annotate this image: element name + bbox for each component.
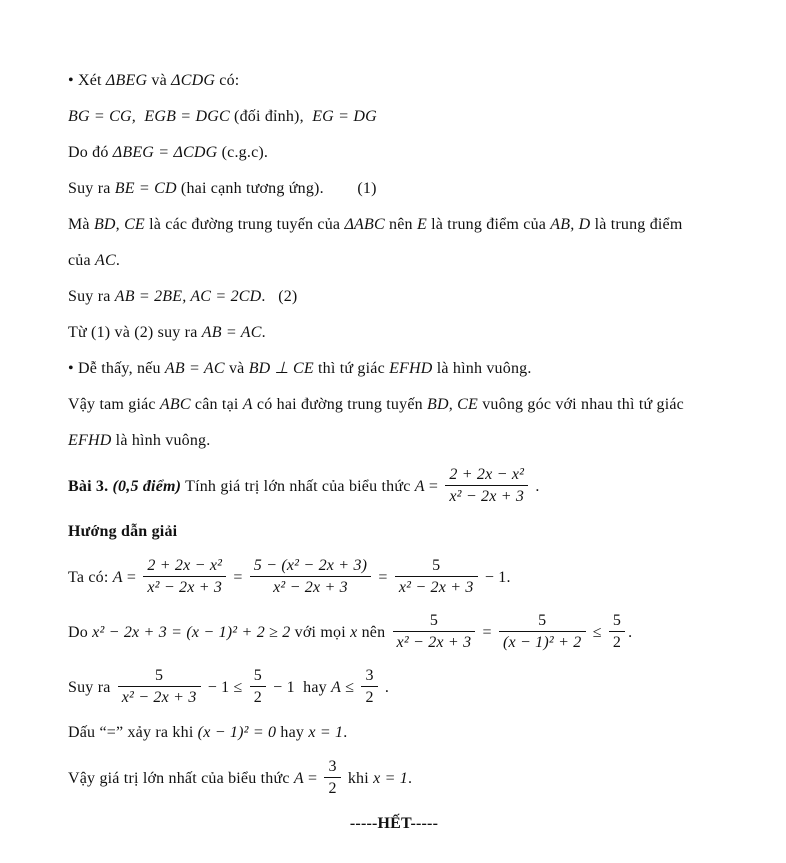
text-run: (đối đỉnh), — [229, 108, 313, 125]
fraction-numerator: 2 + 2x − x² — [143, 555, 226, 577]
text-run: Vậy tam giác — [68, 396, 160, 413]
text-run: của — [68, 252, 96, 269]
text-run: Hướng dẫn giải — [68, 523, 178, 540]
fraction-numerator: 5 — [250, 665, 266, 687]
text-run: EFHD — [389, 360, 433, 377]
fraction-numerator: 3 — [324, 756, 340, 778]
line-suyra-ab-2be — [68, 286, 720, 308]
text-run: (x − 1)² = 0 — [197, 724, 277, 741]
text-run: BD, CE — [427, 396, 479, 413]
text-run: khi — [343, 770, 374, 788]
fraction-denominator: 2 — [612, 634, 622, 651]
text-run: = — [122, 569, 141, 587]
fraction-denominator: 2 — [328, 780, 337, 797]
text-run: . — [531, 478, 540, 496]
text-run: là các đường trung tuyến của — [144, 216, 345, 233]
text-run: ΔBEG — [105, 72, 148, 89]
text-run: • Dễ thấy, nếu — [68, 360, 165, 377]
text-run: có: — [215, 72, 240, 89]
fraction-numerator: 5 — [118, 665, 201, 687]
text-run: Suy ra — [68, 679, 115, 697]
text-run: x = 1 — [373, 770, 409, 788]
text-run: . — [408, 770, 413, 788]
text-run: thì tứ giác — [313, 360, 390, 377]
text-run: có hai đường trung tuyến — [252, 396, 428, 413]
text-run: Suy ra — [68, 288, 115, 305]
fraction-numerator: 5 — [499, 610, 586, 632]
text-run: EFHD — [68, 432, 112, 449]
text-run: là hình vuông. — [111, 432, 211, 449]
text-run: (hai cạnh tương ứng). (1) — [176, 180, 377, 197]
text-run: . (2) — [261, 288, 298, 305]
fraction — [250, 665, 266, 708]
text-run: Do — [68, 624, 93, 642]
text-run: AB = AC — [201, 324, 262, 341]
text-run: . — [628, 624, 633, 642]
text-run: -----HẾT----- — [349, 815, 439, 832]
text-run: x = 1 — [308, 724, 344, 741]
fraction — [324, 756, 340, 799]
text-run: = — [303, 770, 322, 788]
fraction-denominator: (x − 1)² + 2 — [502, 634, 582, 651]
line-ta-co — [68, 557, 720, 600]
line-cua-ac — [68, 250, 720, 272]
text-run: Tính giá trị lớn nhất của biểu thức — [181, 478, 415, 496]
text-run: EG = DG — [312, 108, 377, 125]
fraction-denominator: 2 — [365, 689, 374, 706]
text-run: Dấu “=” xảy ra khi — [68, 724, 198, 741]
line-vay-tam-giac — [68, 394, 720, 416]
fraction-numerator: 5 — [393, 610, 476, 632]
line-ket-luan — [68, 758, 720, 801]
text-run: Vậy giá trị lớn nhất của biểu thức — [68, 770, 294, 788]
text-run: AB = 2BE, AC = 2CD — [114, 288, 262, 305]
text-run: BG = CG, EGB = DGC — [68, 108, 230, 125]
line-suyra-be-cd — [68, 178, 720, 200]
text-run: A — [293, 770, 304, 788]
line-xet-triangles — [68, 70, 720, 92]
fraction — [361, 665, 377, 708]
fraction-denominator: x² − 2x + 3 — [449, 488, 525, 505]
text-run: A — [112, 569, 123, 587]
line-congruence — [68, 142, 720, 164]
fraction — [445, 464, 528, 507]
fraction-numerator: 5 − (x² − 2x + 3) — [250, 555, 371, 577]
line-ma-bd-ce — [68, 214, 720, 236]
text-run: = — [374, 569, 392, 587]
text-run: BD, CE — [93, 216, 145, 233]
fraction — [609, 610, 625, 653]
text-run: . — [343, 724, 348, 741]
fraction-numerator: 5 — [395, 555, 478, 577]
heading-huong-dan-giai — [68, 521, 720, 543]
text-run: (0,5 điểm) — [112, 478, 182, 496]
text-run: là trung điểm của — [426, 216, 551, 233]
text-run: = — [424, 478, 443, 496]
text-run: (c.g.c). — [217, 144, 269, 161]
text-run: − 1 ≤ — [203, 679, 247, 697]
line-de-thay — [68, 358, 720, 380]
text-run: A — [331, 679, 342, 697]
text-run: x — [350, 624, 358, 642]
text-run: là hình vuông. — [432, 360, 532, 377]
text-run: . — [261, 324, 266, 341]
text-run: vuông góc với nhau thì tứ giác — [478, 396, 684, 413]
line-suy-ra-ineq — [68, 667, 720, 710]
text-run: nên — [384, 216, 417, 233]
text-run: Ta có: — [68, 569, 113, 587]
text-run: . — [380, 679, 390, 697]
text-run: − 1 hay — [268, 679, 332, 697]
text-run: ΔBEG = ΔCDG — [112, 144, 218, 161]
line-bai3-problem — [68, 466, 720, 509]
line-equal-sides-angles — [68, 106, 720, 128]
text-run: ≤ — [588, 624, 606, 642]
fraction-numerator: 3 — [361, 665, 377, 687]
text-run: = — [229, 569, 247, 587]
text-run: A — [414, 478, 425, 496]
line-efhd-hinh-vuong — [68, 430, 720, 452]
fraction-denominator: x² − 2x + 3 — [273, 579, 348, 596]
fraction — [395, 555, 478, 598]
text-run: Do đó — [68, 144, 113, 161]
fraction — [143, 555, 226, 598]
text-run: ≤ — [341, 679, 359, 697]
text-run: E — [416, 216, 427, 233]
fraction-denominator: x² − 2x + 3 — [398, 579, 474, 596]
fraction-numerator: 2 + 2x − x² — [445, 464, 528, 486]
footer-het — [68, 813, 720, 835]
text-run: và — [147, 72, 172, 89]
fraction-denominator: x² − 2x + 3 — [147, 579, 223, 596]
fraction-numerator: 5 — [609, 610, 625, 632]
text-run: Bài 3. — [68, 478, 113, 496]
document-body — [68, 70, 720, 835]
text-run: là trung điểm — [590, 216, 683, 233]
text-run: = — [478, 624, 496, 642]
text-run: A — [242, 396, 253, 413]
fraction-denominator: x² − 2x + 3 — [396, 634, 472, 651]
text-run: AC — [95, 252, 116, 269]
text-run: và — [224, 360, 249, 377]
fraction — [250, 555, 371, 598]
text-run: AB = AC — [164, 360, 225, 377]
fraction — [393, 610, 476, 653]
text-run: ΔCDG — [171, 72, 216, 89]
text-run: − 1. — [480, 569, 511, 587]
text-run: ΔABC — [344, 216, 385, 233]
text-run: nên — [357, 624, 390, 642]
text-run: Từ (1) và (2) suy ra — [68, 324, 202, 341]
line-tu-1-va-2 — [68, 322, 720, 344]
text-run: . — [115, 252, 121, 269]
fraction — [499, 610, 586, 653]
fraction-denominator: 2 — [253, 689, 262, 706]
text-run: BD ⊥ CE — [248, 360, 314, 377]
text-run: Mà — [68, 216, 94, 233]
text-run: cân tại — [190, 396, 243, 413]
text-run: x² − 2x + 3 = (x − 1)² + 2 ≥ 2 — [92, 624, 291, 642]
text-run: BE = CD — [114, 180, 177, 197]
text-run: • Xét — [68, 72, 106, 89]
text-run: hay — [276, 724, 309, 741]
text-run: AB, D — [550, 216, 591, 233]
fraction-denominator: x² − 2x + 3 — [121, 689, 197, 706]
text-run: Suy ra — [68, 180, 115, 197]
line-dau-bang — [68, 722, 720, 744]
text-run: với mọi — [290, 624, 351, 642]
fraction — [118, 665, 201, 708]
line-do-binh-phuong — [68, 612, 720, 655]
text-run: ABC — [159, 396, 191, 413]
